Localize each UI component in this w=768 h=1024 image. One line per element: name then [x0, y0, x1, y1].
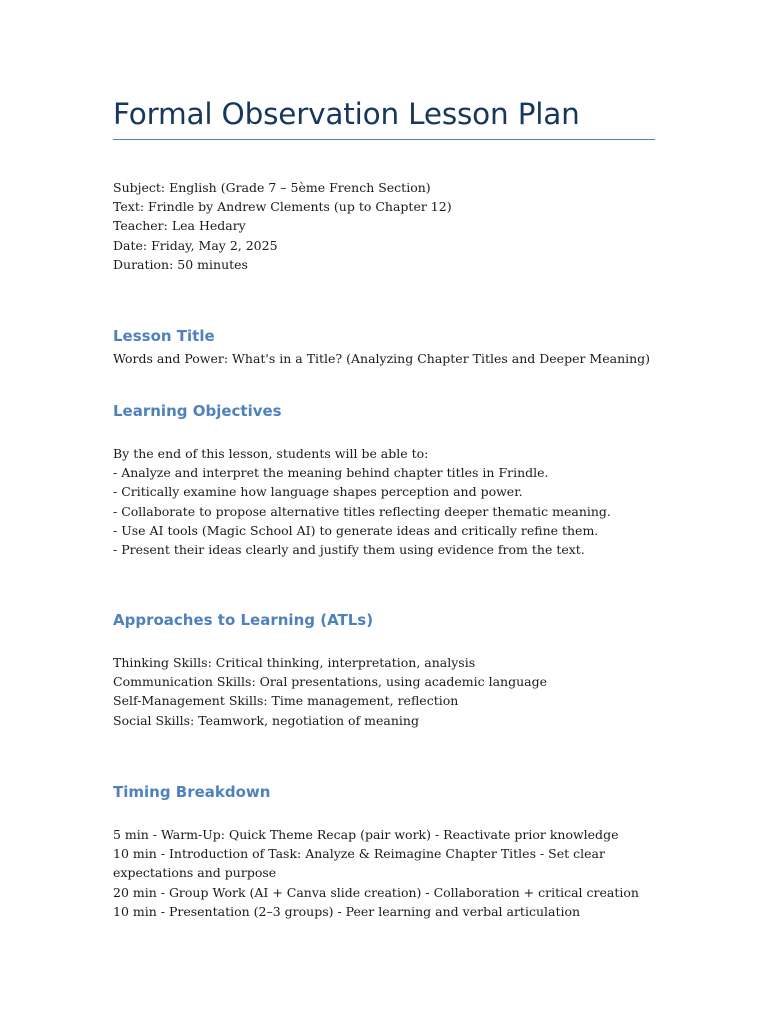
atl-item: Self-Management Skills: Time management, reflection: [113, 693, 459, 709]
lesson-title-text: Words and Power: What's in a Title? (Analyzing Chapter Titles and Deeper Meaning): [113, 351, 651, 366]
objective-intro: By the end of this lesson, students will be able to:: [113, 446, 429, 461]
detail-subject: Subject: English (Grade 7 – 5ème French Section): [113, 180, 431, 195]
objective-item: - Analyze and interpret the meaning behind chapter titles in Frindle.: [113, 465, 549, 481]
timing-item: 10 min - Presentation (2–3 groups) - Peer learning and verbal articulation: [113, 903, 581, 919]
timing-item: 5 min - Warm-Up: Quick Theme Recap (pair work) - Reactivate prior knowledge: [113, 827, 619, 842]
timing-heading: Timing Breakdown: [113, 783, 271, 801]
timing-section: [113, 825, 648, 921]
atls-heading: Approaches to Learning (ATLs): [113, 611, 374, 629]
timing-item: 20 min - Group Work (AI + Canva slide creation) - Collaboration + critical creation: [113, 884, 639, 900]
detail-text: Text: Frindle by Andrew Clements (up to Chapter 12): [113, 199, 452, 215]
atls-section: [113, 653, 658, 730]
learning-objectives-section: [113, 444, 658, 559]
objective-item: - Critically examine how language shapes perception and power.: [113, 484, 523, 500]
lesson-title-section: [113, 349, 658, 368]
objective-item: - Present their ideas clearly and justify them using evidence from the text.: [113, 542, 585, 558]
objective-item: - Collaborate to propose alternative titles reflecting deeper thematic meaning.: [113, 503, 611, 519]
detail-teacher: Teacher: Lea Hedary: [113, 218, 246, 234]
atl-item: Social Skills: Teamwork, negotiation of meaning: [113, 712, 419, 728]
atl-item: Communication Skills: Oral presentations, using academic language: [113, 674, 547, 690]
detail-date: Date: Friday, May 2, 2025: [113, 237, 278, 253]
learning-objectives-heading: Learning Objectives: [113, 402, 282, 420]
atl-item: Thinking Skills: Critical thinking, interpretation, analysis: [113, 655, 476, 670]
lesson-details: [113, 178, 658, 274]
objective-item: - Use AI tools (Magic School AI) to generate ideas and critically refine them.: [113, 522, 599, 538]
timing-item: 10 min - Introduction of Task: Analyze & Reimagine Chapter Titles - Set clear expectations and purpose: [113, 846, 605, 881]
lesson-title-heading: Lesson Title: [113, 327, 215, 345]
detail-duration: Duration: 50 minutes: [113, 256, 248, 272]
title-underline: [113, 139, 655, 140]
document-title: Formal Observation Lesson Plan: [113, 97, 580, 131]
